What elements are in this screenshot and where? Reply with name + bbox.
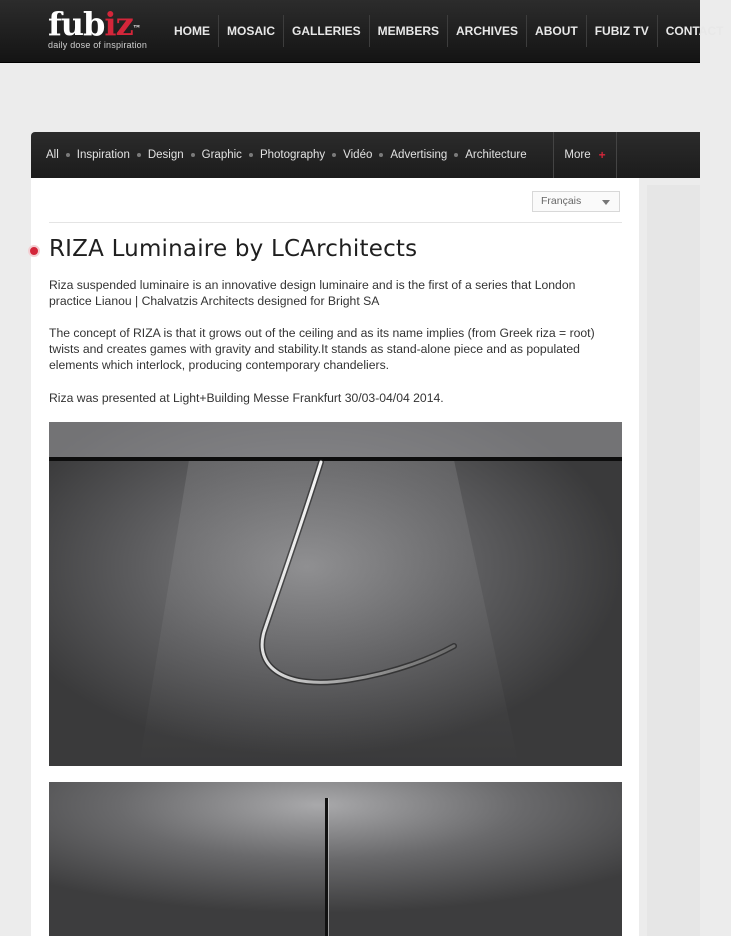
fubiz-logo[interactable] bbox=[48, 5, 148, 50]
nav-galleries[interactable]: GALLERIES bbox=[284, 15, 370, 47]
logo-trademark: ™ bbox=[132, 23, 140, 33]
article-bullet-icon bbox=[28, 245, 40, 257]
nav-archives[interactable]: ARCHIVES bbox=[448, 15, 527, 47]
divider bbox=[49, 222, 622, 223]
separator-dot bbox=[332, 153, 336, 157]
category-list bbox=[46, 132, 527, 178]
category-design[interactable]: Design bbox=[147, 149, 184, 161]
main-nav bbox=[166, 15, 731, 47]
separator-dot bbox=[137, 153, 141, 157]
separator-dot bbox=[249, 153, 253, 157]
nav-mosaic[interactable]: MOSAIC bbox=[219, 15, 284, 47]
site-header bbox=[0, 0, 724, 63]
separator-dot bbox=[191, 153, 195, 157]
more-categories-button[interactable] bbox=[553, 132, 617, 178]
article-paragraph-1: Riza suspended luminaire is an innovative design luminaire and is the first of a series that London practice Lianou | Chalvatzis Architects designed for Bright SA bbox=[49, 278, 576, 308]
separator-dot bbox=[66, 153, 70, 157]
separator-dot bbox=[379, 153, 383, 157]
logo-wordmark bbox=[48, 5, 147, 43]
article-title[interactable]: RIZA Luminaire by LCArchitects bbox=[49, 236, 418, 262]
category-bar bbox=[31, 132, 700, 178]
separator-dot bbox=[454, 153, 458, 157]
category-advertising[interactable]: Advertising bbox=[390, 149, 448, 161]
more-label: More bbox=[564, 149, 591, 161]
luminaire-photo-1 bbox=[49, 422, 622, 766]
nav-contact[interactable]: CONTACT bbox=[665, 24, 724, 38]
plus-icon: + bbox=[598, 148, 606, 162]
category-photography[interactable]: Photography bbox=[259, 149, 326, 161]
article-paragraph-3: Riza was presented at Light+Building Messe Frankfurt 30/03-04/04 2014. bbox=[49, 391, 444, 405]
category-architecture[interactable]: Architecture bbox=[465, 149, 527, 161]
article-image-1[interactable] bbox=[49, 422, 622, 766]
language-select[interactable] bbox=[532, 191, 620, 212]
logo-highlight: iz bbox=[104, 5, 133, 43]
logo-tagline: daily dose of inspiration bbox=[48, 40, 148, 50]
language-selected: Français bbox=[541, 195, 582, 207]
article-image-2[interactable] bbox=[49, 782, 622, 936]
nav-members[interactable]: MEMBERS bbox=[370, 15, 448, 47]
category-video[interactable]: Vidéo bbox=[343, 149, 373, 161]
nav-about[interactable]: ABOUT bbox=[527, 15, 587, 47]
nav-home[interactable]: HOME bbox=[166, 15, 219, 47]
logo-prefix: fub bbox=[48, 5, 105, 43]
article-paragraph-2: The concept of RIZA is that it grows out of the ceiling and as its name implies (from Greek riza = root) twists and creates games with gravity and stability.It stands as stand-alone piece and as populated elements which interlock, producing contemporary chandeliers. bbox=[49, 326, 595, 372]
category-graphic[interactable]: Graphic bbox=[201, 149, 242, 161]
sidebar-column bbox=[647, 185, 700, 936]
category-all[interactable]: All bbox=[46, 149, 59, 161]
category-inspiration[interactable]: Inspiration bbox=[76, 149, 130, 161]
luminaire-photo-2 bbox=[49, 782, 622, 936]
caret-down-icon bbox=[602, 200, 610, 205]
nav-fubiz-tv[interactable]: FUBIZ TV bbox=[587, 15, 658, 47]
